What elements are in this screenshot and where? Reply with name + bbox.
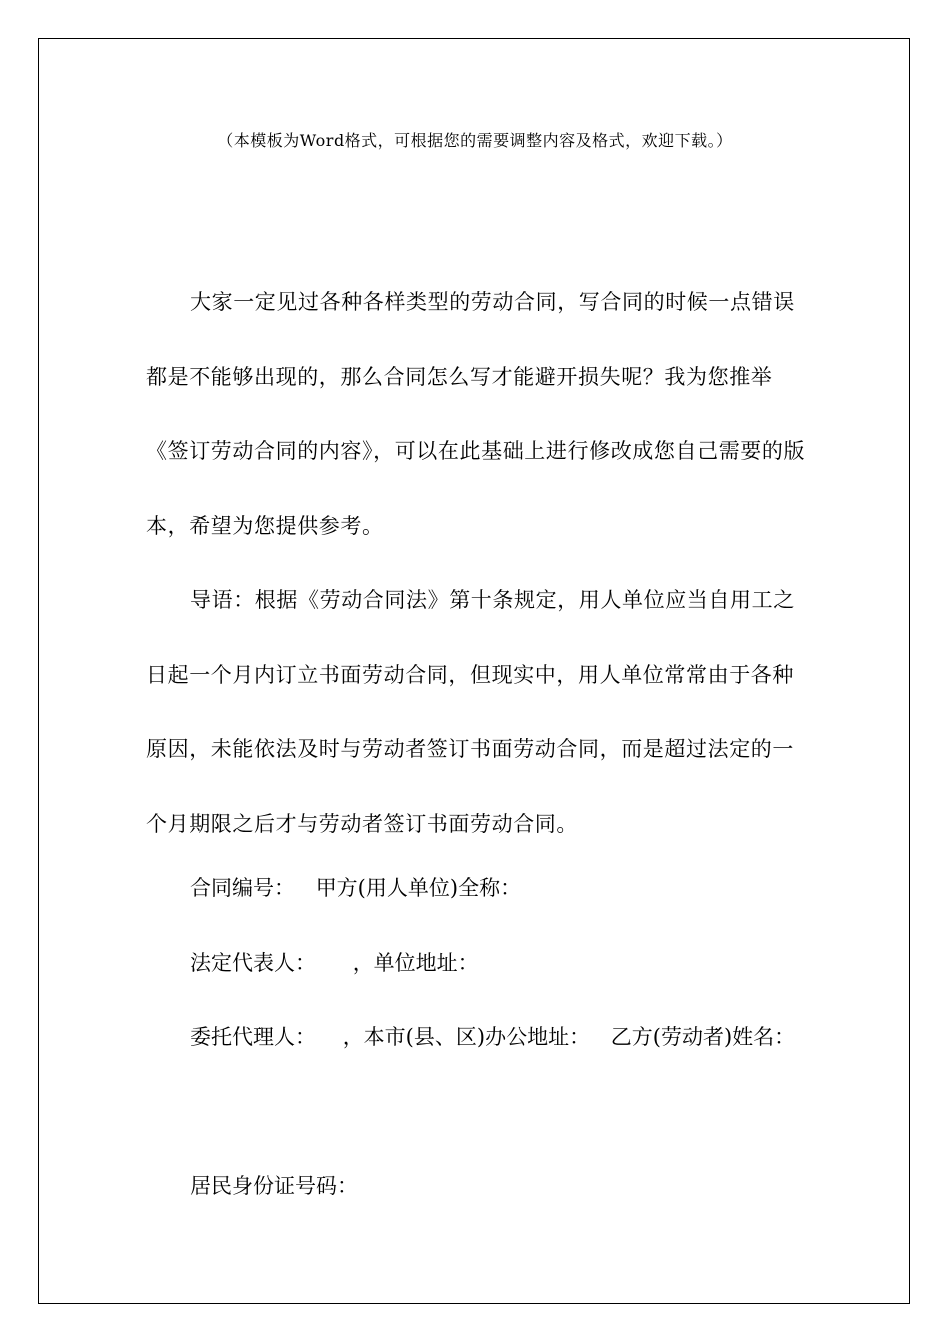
id-number-line	[190, 1170, 358, 1200]
contract-number-line	[190, 872, 521, 902]
template-note: （本模板为Word格式，可根据您的需要调整内容及格式，欢迎下载。）	[217, 131, 733, 150]
unit-address-label: ，单位地址：	[352, 951, 479, 975]
contract-number-label: 合同编号：	[190, 876, 295, 900]
party-a-name-label: 甲方(用人单位)全称：	[315, 876, 522, 900]
agent-label: 委托代理人：	[190, 1025, 316, 1049]
id-number-label: 居民身份证号码：	[190, 1174, 358, 1198]
intro-paragraph: 大家一定见过各种各样类型的劳动合同，写合同的时候一点错误都是不能够出现的，那么合同怎么写才能避开损失呢？我为您推举《签订劳动合同的内容》，可以在此基础上进行修改成您自己需要的版本，希望为您提供参考。	[146, 290, 806, 538]
document-body	[146, 265, 806, 861]
party-b-name-label: 乙方(劳动者)姓名：	[610, 1025, 796, 1049]
agent-line	[190, 1021, 795, 1051]
legal-rep-label: 法定代表人：	[190, 951, 316, 975]
guide-paragraph: 导语：根据《劳动合同法》第十条规定，用人单位应当自用工之日起一个月内订立书面劳动合同，但现实中，用人单位常常由于各种原因，未能依法及时与劳动者签订书面劳动合同，而是超过法定的一个月期限之后才与劳动者签订书面劳动合同。	[146, 588, 795, 836]
legal-rep-line	[190, 947, 479, 977]
office-address-label: ，本市(县、区)办公地址：	[342, 1025, 591, 1049]
